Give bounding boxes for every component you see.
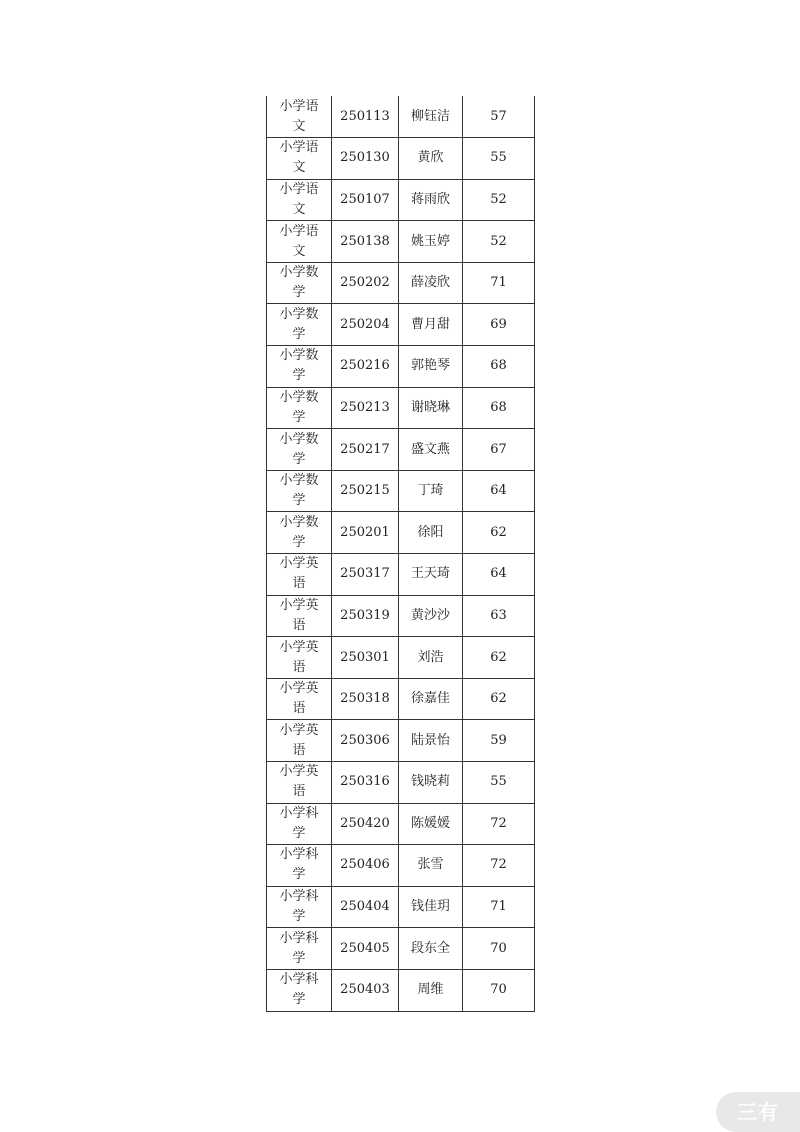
table-row <box>267 803 535 845</box>
exam-id-cell <box>332 637 399 679</box>
subject-cell <box>267 512 332 554</box>
candidate-name-text: 徐嘉佳 <box>410 691 450 707</box>
table-row <box>267 138 535 180</box>
candidate-name-cell <box>399 886 463 928</box>
score-cell <box>463 720 535 762</box>
candidate-name-cell <box>399 803 463 845</box>
score-cell <box>463 304 535 346</box>
subject-cell <box>267 595 332 637</box>
table-row <box>267 637 535 679</box>
exam-id-cell <box>332 179 399 221</box>
exam-id-text: 250138 <box>340 233 390 249</box>
exam-id-cell <box>332 762 399 804</box>
score-cell <box>463 346 535 388</box>
score-cell <box>463 512 535 554</box>
exam-id-cell <box>332 595 399 637</box>
candidate-name-text: 陆景怡 <box>410 732 450 748</box>
exam-id-cell <box>332 969 399 1011</box>
exam-id-text: 250319 <box>340 607 390 623</box>
score-cell <box>463 845 535 887</box>
score-text: 57 <box>490 108 507 124</box>
score-cell <box>463 221 535 263</box>
table-row <box>267 346 535 388</box>
candidate-name-text: 蒋雨欣 <box>410 191 450 207</box>
score-cell <box>463 262 535 304</box>
candidate-name-cell <box>399 678 463 720</box>
table-row <box>267 387 535 429</box>
score-cell <box>463 678 535 720</box>
exam-id-cell <box>332 221 399 263</box>
table-row <box>267 595 535 637</box>
candidate-name-text: 谢晓琳 <box>410 399 450 415</box>
score-cell <box>463 762 535 804</box>
candidate-name-cell <box>399 221 463 263</box>
score-text: 70 <box>490 940 507 956</box>
subject-text: 小学科学 <box>279 805 319 841</box>
candidate-name-cell <box>399 595 463 637</box>
score-cell <box>463 96 535 138</box>
exam-id-text: 250316 <box>340 774 390 790</box>
exam-id-cell <box>332 470 399 512</box>
subject-text: 小学英语 <box>279 597 319 633</box>
candidate-name-cell <box>399 969 463 1011</box>
subject-text: 小学科学 <box>279 972 319 1008</box>
exam-id-text: 250306 <box>340 732 390 748</box>
score-cell <box>463 387 535 429</box>
subject-text: 小学数学 <box>279 306 319 342</box>
score-text: 55 <box>490 774 507 790</box>
exam-id-cell <box>332 845 399 887</box>
exam-id-cell <box>332 512 399 554</box>
score-cell <box>463 179 535 221</box>
subject-text: 小学数学 <box>279 514 319 550</box>
candidate-name-cell <box>399 96 463 138</box>
subject-text: 小学语文 <box>279 98 319 134</box>
exam-id-text: 250107 <box>340 191 390 207</box>
table-row <box>267 429 535 471</box>
table-row <box>267 678 535 720</box>
subject-cell <box>267 262 332 304</box>
score-text: 71 <box>490 899 507 915</box>
exam-id-cell <box>332 96 399 138</box>
score-text: 68 <box>490 399 507 415</box>
candidate-name-cell <box>399 387 463 429</box>
score-text: 67 <box>490 441 507 457</box>
exam-id-text: 250318 <box>340 691 390 707</box>
subject-cell <box>267 429 332 471</box>
table-row <box>267 470 535 512</box>
score-text: 69 <box>490 316 507 332</box>
candidate-name-cell <box>399 262 463 304</box>
watermark-logo <box>716 1092 800 1132</box>
score-text: 64 <box>490 483 507 499</box>
score-cell <box>463 470 535 512</box>
score-text: 70 <box>490 982 507 998</box>
score-text: 62 <box>490 649 507 665</box>
candidate-name-text: 周维 <box>417 982 444 998</box>
score-cell <box>463 138 535 180</box>
candidate-name-text: 郭艳琴 <box>410 358 450 374</box>
subject-text: 小学英语 <box>279 556 319 592</box>
subject-text: 小学英语 <box>279 639 319 675</box>
exam-id-cell <box>332 803 399 845</box>
exam-id-text: 250202 <box>340 275 390 291</box>
score-text: 62 <box>490 524 507 540</box>
subject-text: 小学科学 <box>279 930 319 966</box>
candidate-name-text: 盛文燕 <box>410 441 450 457</box>
candidate-name-cell <box>399 762 463 804</box>
exam-id-cell <box>332 886 399 928</box>
exam-id-cell <box>332 387 399 429</box>
candidate-name-text: 钱佳玥 <box>410 899 450 915</box>
subject-cell <box>267 845 332 887</box>
score-text: 64 <box>490 566 507 582</box>
subject-cell <box>267 554 332 596</box>
candidate-name-text: 张雪 <box>417 857 444 873</box>
table-row <box>267 304 535 346</box>
exam-id-text: 250216 <box>340 358 390 374</box>
candidate-name-cell <box>399 179 463 221</box>
candidate-name-cell <box>399 470 463 512</box>
subject-text: 小学英语 <box>279 764 319 800</box>
score-text: 72 <box>490 815 507 831</box>
exam-id-text: 250217 <box>340 441 390 457</box>
subject-cell <box>267 346 332 388</box>
score-text: 52 <box>490 233 507 249</box>
subject-cell <box>267 886 332 928</box>
candidate-name-cell <box>399 429 463 471</box>
candidate-name-text: 薛凌欣 <box>410 275 450 291</box>
score-text: 55 <box>490 150 507 166</box>
subject-text: 小学数学 <box>279 348 319 384</box>
table-row <box>267 262 535 304</box>
table-row <box>267 554 535 596</box>
candidate-name-text: 姚玉婷 <box>410 233 450 249</box>
exam-id-cell <box>332 346 399 388</box>
exam-id-text: 250201 <box>340 524 390 540</box>
table-body <box>267 96 535 1011</box>
subject-text: 小学语文 <box>279 140 319 176</box>
subject-text: 小学数学 <box>279 473 319 509</box>
subject-cell <box>267 678 332 720</box>
subject-text: 小学数学 <box>279 265 319 301</box>
candidate-name-text: 黄欣 <box>417 150 444 166</box>
score-cell <box>463 886 535 928</box>
subject-text: 小学英语 <box>279 681 319 717</box>
score-cell <box>463 595 535 637</box>
score-cell <box>463 803 535 845</box>
table-row <box>267 221 535 263</box>
candidate-name-text: 徐阳 <box>417 524 444 540</box>
exam-id-text: 250215 <box>340 483 390 499</box>
table-row <box>267 512 535 554</box>
candidate-name-text: 柳钰洁 <box>410 108 450 124</box>
exam-id-text: 250204 <box>340 316 390 332</box>
subject-cell <box>267 720 332 762</box>
score-cell <box>463 969 535 1011</box>
exam-id-text: 250404 <box>340 899 390 915</box>
exam-id-cell <box>332 720 399 762</box>
score-text: 71 <box>490 275 507 291</box>
subject-cell <box>267 221 332 263</box>
exam-id-text: 250130 <box>340 150 390 166</box>
subject-cell <box>267 470 332 512</box>
subject-cell <box>267 928 332 970</box>
subject-cell <box>267 138 332 180</box>
exam-id-cell <box>332 678 399 720</box>
subject-text: 小学数学 <box>279 431 319 467</box>
subject-cell <box>267 969 332 1011</box>
score-cell <box>463 928 535 970</box>
exam-id-text: 250406 <box>340 857 390 873</box>
candidate-name-text: 丁琦 <box>417 483 444 499</box>
exam-id-cell <box>332 262 399 304</box>
exam-id-text: 250405 <box>340 940 390 956</box>
score-text: 52 <box>490 191 507 207</box>
score-text: 68 <box>490 358 507 374</box>
candidate-name-cell <box>399 637 463 679</box>
subject-text: 小学英语 <box>279 722 319 758</box>
table-row <box>267 179 535 221</box>
score-text: 59 <box>490 732 507 748</box>
exam-id-cell <box>332 304 399 346</box>
subject-text: 小学语文 <box>279 181 319 217</box>
exam-id-cell <box>332 928 399 970</box>
candidate-name-cell <box>399 720 463 762</box>
subject-cell <box>267 179 332 221</box>
score-text: 62 <box>490 691 507 707</box>
exam-id-cell <box>332 138 399 180</box>
table-row <box>267 720 535 762</box>
score-text: 63 <box>490 607 507 623</box>
score-cell <box>463 429 535 471</box>
subject-text: 小学科学 <box>279 847 319 883</box>
subject-cell <box>267 637 332 679</box>
subject-text: 小学语文 <box>279 223 319 259</box>
watermark-text: 三有 <box>737 1100 779 1124</box>
subject-text: 小学数学 <box>279 389 319 425</box>
exam-id-text: 250113 <box>340 108 390 124</box>
subject-text: 小学科学 <box>279 889 319 925</box>
score-cell <box>463 554 535 596</box>
table-row <box>267 845 535 887</box>
score-text: 72 <box>490 857 507 873</box>
score-cell <box>463 637 535 679</box>
table-row <box>267 886 535 928</box>
exam-id-text: 250301 <box>340 649 390 665</box>
candidate-name-text: 黄沙沙 <box>410 607 450 623</box>
table-row <box>267 969 535 1011</box>
table-row <box>267 928 535 970</box>
candidate-name-text: 陈媛媛 <box>410 815 450 831</box>
table-row <box>267 96 535 138</box>
candidate-name-cell <box>399 845 463 887</box>
table-row <box>267 762 535 804</box>
candidate-name-cell <box>399 512 463 554</box>
candidate-name-text: 刘浩 <box>417 649 444 665</box>
candidate-name-text: 钱晓莉 <box>410 774 450 790</box>
exam-id-text: 250420 <box>340 815 390 831</box>
candidate-name-cell <box>399 304 463 346</box>
subject-cell <box>267 803 332 845</box>
candidate-name-cell <box>399 138 463 180</box>
candidate-name-cell <box>399 346 463 388</box>
candidate-name-text: 曹月甜 <box>410 316 450 332</box>
exam-id-text: 250403 <box>340 982 390 998</box>
subject-cell <box>267 304 332 346</box>
subject-cell <box>267 762 332 804</box>
exam-id-text: 250213 <box>340 399 390 415</box>
subject-cell <box>267 387 332 429</box>
candidate-name-text: 段东全 <box>410 940 450 956</box>
candidate-name-cell <box>399 928 463 970</box>
candidate-name-text: 王天琦 <box>410 566 450 582</box>
exam-id-cell <box>332 429 399 471</box>
exam-id-text: 250317 <box>340 566 390 582</box>
exam-id-cell <box>332 554 399 596</box>
candidate-name-cell <box>399 554 463 596</box>
subject-cell <box>267 96 332 138</box>
score-table <box>266 96 535 1012</box>
